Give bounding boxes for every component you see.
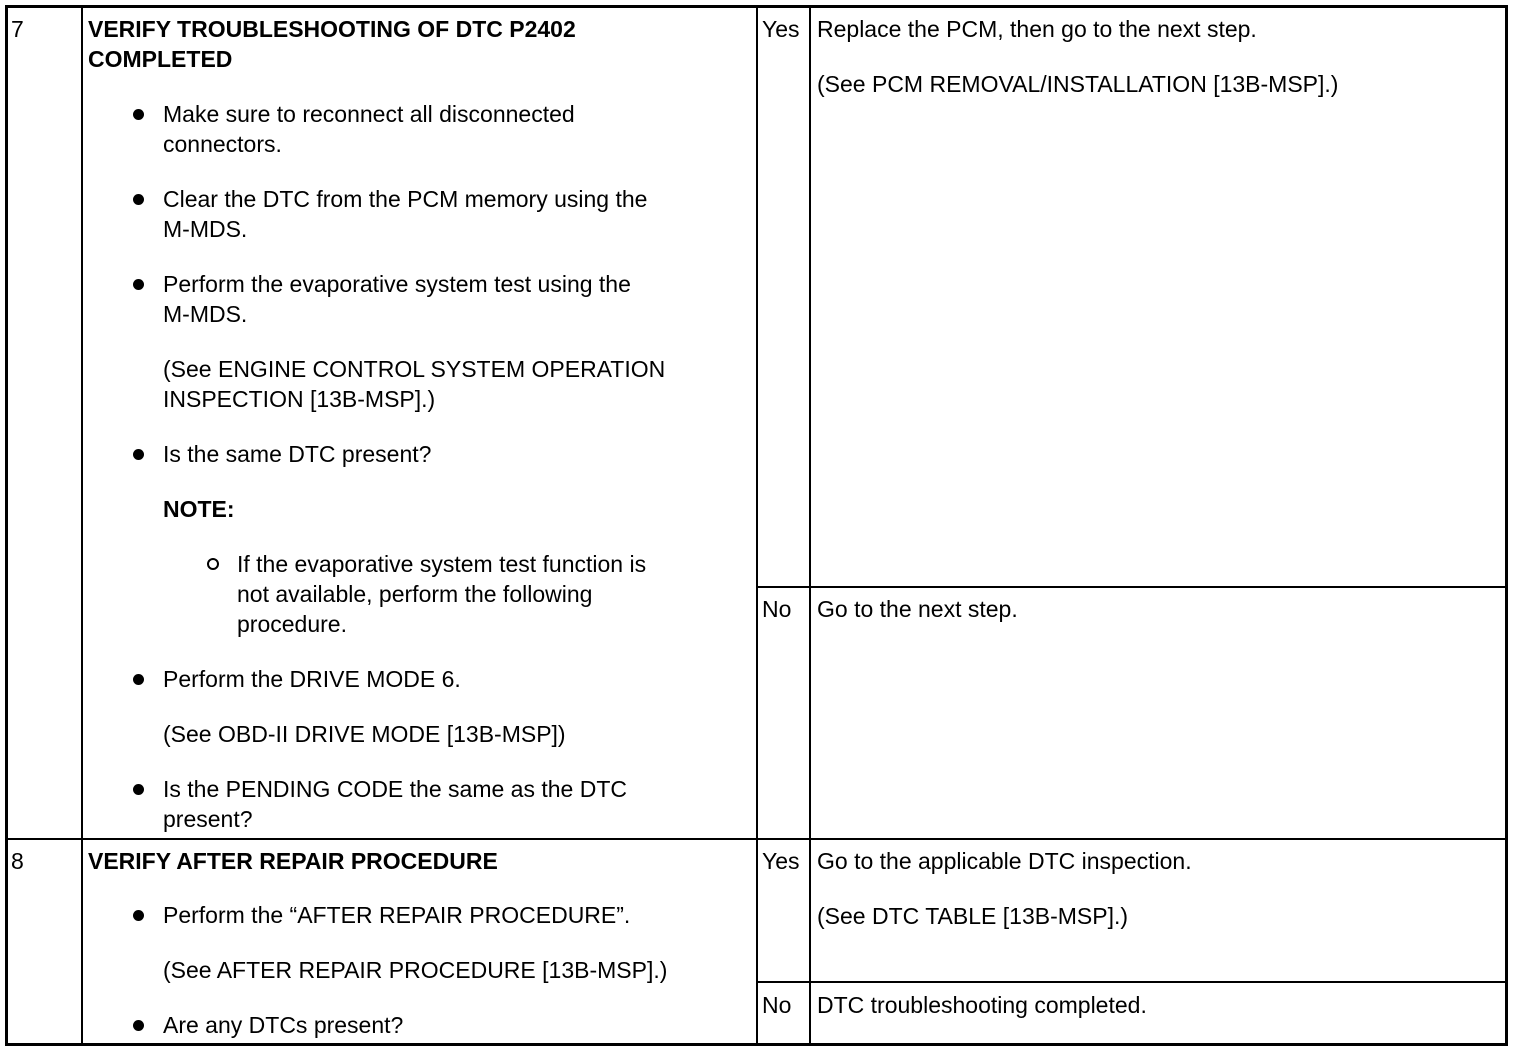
step-7-item-3-line1: Perform the evaporative system test using the	[163, 271, 631, 297]
row-divider-step8-yes-no	[756, 981, 1508, 983]
bullet-icon	[133, 1020, 144, 1031]
step-7-question-2-line2: present?	[163, 806, 253, 832]
column-divider-result	[809, 5, 811, 1046]
step-7-yes-label: Yes	[762, 16, 800, 42]
step-7-title-line2: COMPLETED	[88, 46, 233, 72]
column-divider-step	[81, 5, 83, 1046]
step-number-7: 7	[11, 16, 24, 42]
step-7-reference-line2: INSPECTION [13B-MSP].)	[163, 386, 436, 412]
step-number-8: 8	[11, 848, 24, 874]
step-8-yes-action: Go to the applicable DTC inspection.	[817, 848, 1192, 874]
step-8-yes-reference: (See DTC TABLE [13B-MSP].)	[817, 903, 1129, 929]
step-7-no-label: No	[762, 596, 792, 622]
column-divider-action	[756, 5, 758, 1046]
step-7-question-2-line1: Is the PENDING CODE the same as the DTC	[163, 776, 627, 802]
step-7-note-line3: procedure.	[237, 611, 347, 637]
step-7-item-2-line1: Clear the DTC from the PCM memory using the	[163, 186, 648, 212]
step-8-reference: (See AFTER REPAIR PROCEDURE [13B-MSP].)	[163, 957, 668, 983]
step-7-item-1-line1: Make sure to reconnect all disconnected	[163, 101, 575, 127]
step-7-item-1-line2: connectors.	[163, 131, 282, 157]
step-7-note-heading: NOTE:	[163, 496, 235, 522]
step-7-note-line1: If the evaporative system test function is	[237, 551, 647, 577]
step-7-drive-mode-reference: (See OBD-II DRIVE MODE [13B-MSP])	[163, 721, 566, 747]
hollow-bullet-icon	[207, 558, 219, 570]
step-7-reference-line1: (See ENGINE CONTROL SYSTEM OPERATION	[163, 356, 666, 382]
step-7-yes-reference: (See PCM REMOVAL/INSTALLATION [13B-MSP].)	[817, 71, 1339, 97]
step-8-no-label: No	[762, 992, 792, 1018]
bullet-icon	[133, 910, 144, 921]
step-7-no-action: Go to the next step.	[817, 596, 1018, 622]
row-divider-step7-yes-no	[756, 586, 1508, 588]
step-7-title-line1: VERIFY TROUBLESHOOTING OF DTC P2402	[88, 16, 576, 42]
step-8-title: VERIFY AFTER REPAIR PROCEDURE	[88, 848, 498, 874]
step-8-yes-label: Yes	[762, 848, 800, 874]
step-8-no-action: DTC troubleshooting completed.	[817, 992, 1147, 1018]
bullet-icon	[133, 279, 144, 290]
step-7-item-2-line2: M-MDS.	[163, 216, 248, 242]
step-7-question-1: Is the same DTC present?	[163, 441, 432, 467]
step-7-note-line2: not available, perform the following	[237, 581, 593, 607]
bullet-icon	[133, 109, 144, 120]
step-7-yes-action: Replace the PCM, then go to the next step.	[817, 16, 1257, 42]
bullet-icon	[133, 449, 144, 460]
step-8-item-1: Perform the “AFTER REPAIR PROCEDURE”.	[163, 902, 631, 928]
bullet-icon	[133, 194, 144, 205]
bullet-icon	[133, 674, 144, 685]
step-7-item-drive-mode: Perform the DRIVE MODE 6.	[163, 666, 461, 692]
step-7-item-3-line2: M-MDS.	[163, 301, 248, 327]
row-divider-step7-step8	[5, 838, 1508, 840]
step-8-question: Are any DTCs present?	[163, 1012, 404, 1038]
bullet-icon	[133, 784, 144, 795]
